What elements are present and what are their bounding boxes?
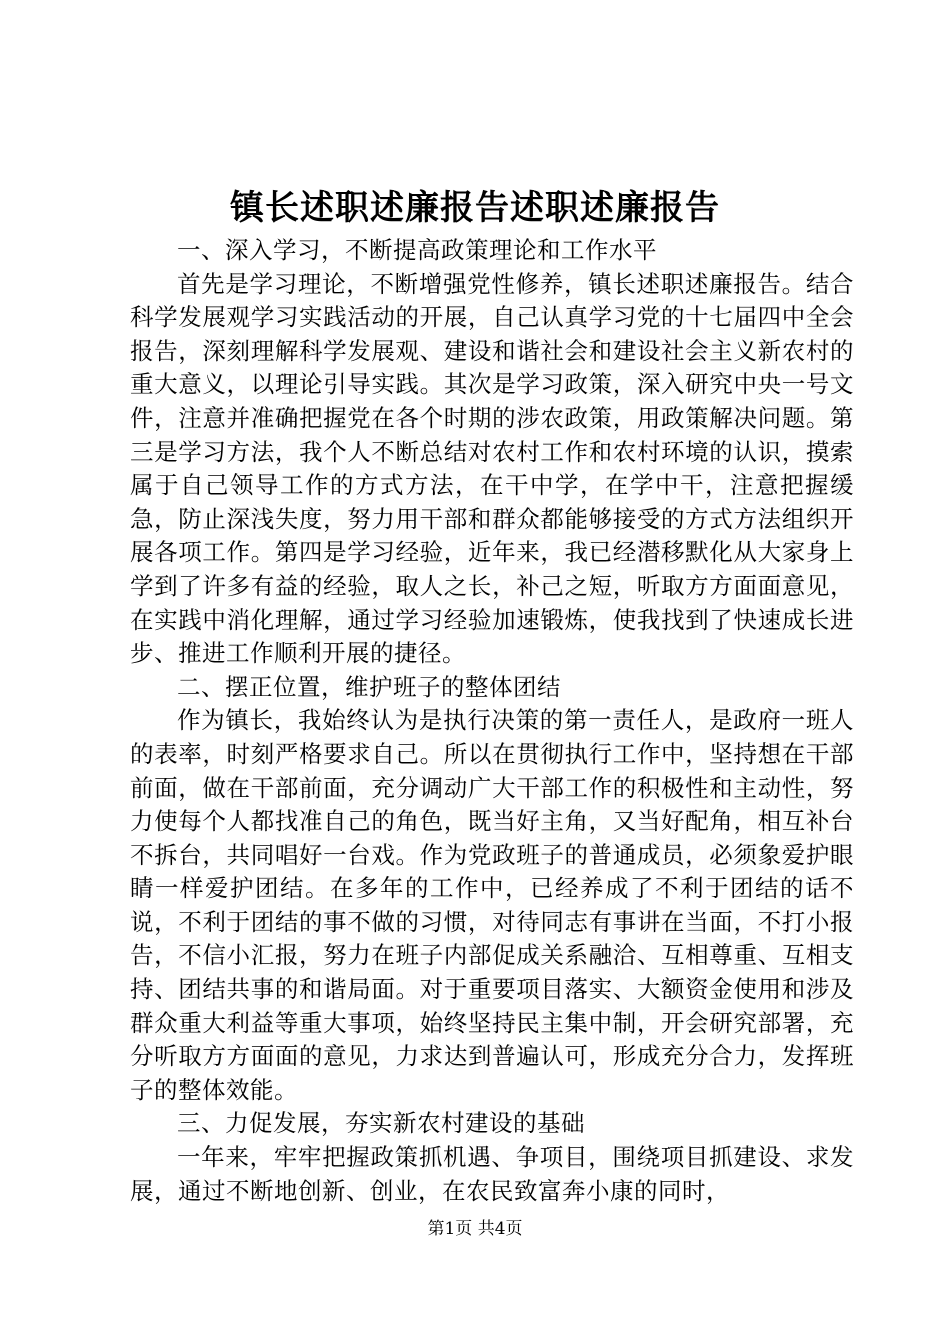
document-title: 镇长述职述廉报告述职述廉报告 bbox=[230, 188, 720, 228]
section-heading-2: 二、摆正位置，维护班子的整体团结 bbox=[177, 672, 561, 701]
section-heading-1: 一、深入学习，不断提高政策理论和工作水平 bbox=[177, 236, 657, 264]
document-body bbox=[130, 234, 854, 1208]
paragraph-3: 一年来，牢牢把握政策抓机遇、争项目，围绕项目抓建设、求发展，通过不断地创新、创业，在农民致富奔小康的同时， bbox=[130, 1143, 854, 1205]
page-footer: 第1页 共4页 bbox=[427, 1219, 523, 1239]
section-heading-3: 三、力促发展，夯实新农村建设的基础 bbox=[177, 1109, 585, 1138]
paragraph-2: 作为镇长，我始终认为是执行决策的第一责任人，是政府一班人的表率，时刻严格要求自己。所以在贯彻执行工作中，坚持想在干部前面，做在干部前面，充分调动广大干部工作的积极性和主动性，努力使每个人都找准自己的角色，既当好主角，又当好配角，相互补台不拆台，共同唱好一台戏。作为党政班子的普通成员，必须象爱护眼睛一样爱护团结。在多年的工作中，已经养成了不利于团结的话不说，不利于团结的事不做的习惯，对待同志有事讲在当面，不打小报告，不信小汇报，努力在班子内部促成关系融洽、互相尊重、互相支持、团结共事的和谐局面。对于重要项目落实、大额资金使用和涉及群众重大利益等重大事项，始终坚持民主集中制，开会研究部署，充分听取方方面面的意见，力求达到普遍认可，形成充分合力，发挥班子的整体效能。 bbox=[130, 706, 854, 1104]
paragraph-1: 首先是学习理论，不断增强党性修养，镇长述职述廉报告。结合科学发展观学习实践活动的开展，自己认真学习党的十七届四中全会报告，深刻理解科学发展观、建设和谐社会和建设社会主义新农村的重大意义，以理论引导实践。其次是学习政策，深入研究中央一号文件，注意并准确把握党在各个时期的涉农政策，用政策解决问题。第三是学习方法，我个人不断总结对农村工作和农村环境的认识，摸索属于自己领导工作的方式方法，在干中学，在学中干，注意把握缓急，防止深浅失度，努力用干部和群众都能够接受的方式方法组织开展各项工作。第四是学习经验，近年来，我已经潜移默化从大家身上学到了许多有益的经验，取人之长，补己之短，听取方方面面意见，在实践中消化理解，通过学习经验加速锻炼，使我找到了快速成长进步、推进工作顺利开展的捷径。 bbox=[130, 269, 854, 668]
